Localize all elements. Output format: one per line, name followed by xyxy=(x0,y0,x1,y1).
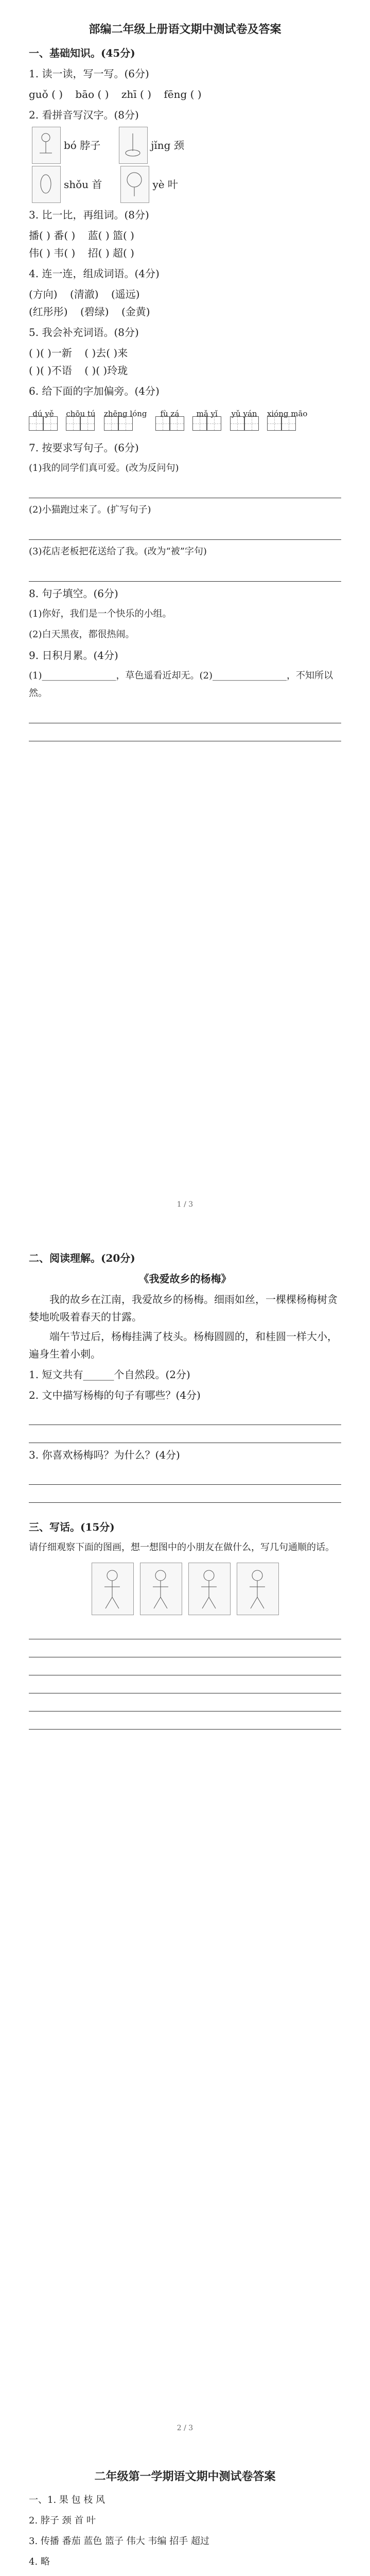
writing-grid xyxy=(104,405,147,431)
q2-item: shǒu 首 xyxy=(64,178,102,191)
q1-pinyin-item: zhī ( ) xyxy=(121,88,151,100)
q5-items xyxy=(29,344,341,362)
reading-paragraph: 我的故乡在江南，我爱故乡的杨梅。细雨如丝，一棵棵杨梅树贪婪地吮吸着春天的甘露。 xyxy=(29,1293,338,1323)
reading-question: 2. 文中描写杨梅的句子有哪些？(4分) xyxy=(29,1389,201,1401)
writing-prompt: 请仔细观察下面的图画，想一想图中的小朋友在做什么，写几句通顺的话。 xyxy=(29,1542,334,1553)
q1-pinyin-item: bāo ( ) xyxy=(75,88,109,100)
q1-pinyin-item: fēng ( ) xyxy=(164,88,202,100)
grid-pinyin: dú yě xyxy=(32,409,54,418)
q5-item: ( )( )不语 xyxy=(29,364,72,377)
page-3 xyxy=(0,2447,370,2576)
q7-item: (2)小猫跑过来了。(扩写句子) xyxy=(29,504,151,515)
question-7: 7. 按要求写句子。(6分) xyxy=(29,442,139,454)
q4-item: (碧绿) xyxy=(80,306,109,318)
writing-line[interactable] xyxy=(29,1621,341,1639)
q4-items xyxy=(29,303,341,320)
writing-grid xyxy=(29,405,58,431)
writing-line[interactable] xyxy=(29,1639,341,1657)
reading-question: 1. 短文共有______个自然段。(2分) xyxy=(29,1368,190,1381)
q3-pairs xyxy=(29,227,341,244)
q3-pair: 伟( ) 韦( ) xyxy=(29,247,76,259)
q9-text: (1)________________，草色遥看近却无。(2)________________，不知所以然。 xyxy=(29,670,333,699)
writing-line[interactable] xyxy=(29,1693,341,1711)
child-picture-icon xyxy=(188,1563,231,1615)
answer-line[interactable] xyxy=(29,1485,341,1503)
q5-item: ( )( )一新 xyxy=(29,347,72,359)
answer-line[interactable] xyxy=(29,480,341,498)
child-picture-icon xyxy=(140,1563,182,1615)
answer-line-text: 一、1. 果 包 枝 风 xyxy=(29,2495,105,2505)
reading-title: 《我爱故乡的杨梅》 xyxy=(138,1273,232,1285)
q1-pinyin-row xyxy=(29,86,341,103)
writing-grid xyxy=(230,405,259,431)
answer-line[interactable] xyxy=(29,723,341,741)
q4-item: (红彤彤) xyxy=(29,306,68,318)
q3-pair: 蓝( ) 篮( ) xyxy=(87,229,134,242)
answer-line[interactable] xyxy=(29,1407,341,1425)
section-heading-3: 三、写话。(15分) xyxy=(29,1521,115,1533)
q5-item: ( )( )玲珑 xyxy=(84,364,128,377)
question-6: 6. 给下面的字加偏旁。(4分) xyxy=(29,385,160,397)
q1-pinyin-item: guǒ ( ) xyxy=(29,88,63,100)
answer-line-text xyxy=(29,2574,341,2576)
reading-question: 3. 你喜欢杨梅吗？为什么？(4分) xyxy=(29,1449,180,1461)
writing-line[interactable] xyxy=(29,1711,341,1730)
answer-line[interactable] xyxy=(29,705,341,723)
section-heading-2: 二、阅读理解。(20分) xyxy=(29,1252,135,1264)
grid-pinyin: yǔ yán xyxy=(231,409,257,418)
exam-title: 部编二年级上册语文期中测试卷及答案 xyxy=(89,23,281,36)
q3-pair: 招( ) 超( ) xyxy=(87,247,134,259)
q4-item: (遥远) xyxy=(111,288,140,300)
tree-picture-icon xyxy=(120,166,149,203)
question-3: 3. 比一比，再组词。(8分) xyxy=(29,209,149,221)
reading-paragraph: 端午节过后，杨梅挂满了枝头。杨梅圆圆的，和桂圆一样大小，遍身生着小刺。 xyxy=(29,1330,338,1360)
answer-line-text: 2. 脖子 颈 首 叶 xyxy=(29,2515,96,2526)
q8-item: (2)白天黑夜，都很热闹。 xyxy=(29,629,135,640)
q4-items xyxy=(29,285,341,303)
grid-pinyin: zhēng lóng xyxy=(103,409,147,418)
q7-item: (1)我的同学们真可爱。(改为反问句) xyxy=(29,463,179,473)
q2-picture-row xyxy=(29,166,341,203)
leaf-picture-icon xyxy=(32,166,61,203)
answer-line-text: 3. 传播 番茄 蓝色 篮子 伟大 韦编 招手 超过 xyxy=(29,2536,209,2547)
section-heading-1: 一、基础知识。(45分) xyxy=(29,47,135,59)
question-8: 8. 句子填空。(6分) xyxy=(29,587,118,600)
q7-item: (3)花店老板把花送给了我。(改为“被”字句) xyxy=(29,546,207,557)
pinyin-grid-area xyxy=(29,403,341,436)
question-5: 5. 我会补充词语。(8分) xyxy=(29,326,139,338)
grid-pinyin: mǎ yǐ xyxy=(196,409,218,418)
writing-grid xyxy=(66,405,95,431)
deer-picture-icon xyxy=(32,127,61,164)
writing-picture-row xyxy=(29,1563,341,1615)
answer-line[interactable] xyxy=(29,1467,341,1485)
child-picture-icon xyxy=(92,1563,134,1615)
giraffe-picture-icon xyxy=(119,127,148,164)
q4-item: (方向) xyxy=(29,288,58,300)
answer-title: 二年级第一学期语文期中测试卷答案 xyxy=(94,2470,276,2483)
grid-pinyin: chōu tú xyxy=(66,409,96,418)
answer-line[interactable] xyxy=(29,564,341,582)
question-4: 4. 连一连，组成词语。(4分) xyxy=(29,267,160,280)
answer-sheet xyxy=(29,2468,341,2576)
answer-line[interactable] xyxy=(29,1425,341,1443)
page-number: 1 / 3 xyxy=(177,1200,193,1209)
question-2: 2. 看拼音写汉字。(8分) xyxy=(29,109,139,121)
writing-grid xyxy=(267,405,308,431)
q2-item: yè 叶 xyxy=(152,178,178,191)
q3-pairs xyxy=(29,244,341,262)
q4-item: (金黄) xyxy=(121,306,150,318)
q8-item: (1)你好，我们是一个快乐的小组。 xyxy=(29,608,172,619)
writing-line[interactable] xyxy=(29,1675,341,1693)
page-2 xyxy=(0,1224,370,2447)
q3-pair: 播( ) 番( ) xyxy=(29,229,76,242)
exam-sheet-2 xyxy=(29,1244,341,1730)
page-number: 2 / 3 xyxy=(177,2424,193,2432)
q5-item: ( )去( )来 xyxy=(84,347,128,359)
q2-item: jǐng 颈 xyxy=(151,139,184,151)
page-1 xyxy=(0,0,370,1224)
exam-sheet-1 xyxy=(29,21,341,741)
grid-pinyin: fù zá xyxy=(160,409,180,418)
child-picture-icon xyxy=(237,1563,279,1615)
q4-item: (清澈) xyxy=(69,288,99,300)
writing-grid xyxy=(192,405,221,431)
writing-line[interactable] xyxy=(29,1657,341,1675)
q2-item: bó 脖子 xyxy=(64,139,101,151)
question-1: 1. 读一读，写一写。(6分) xyxy=(29,67,149,80)
grid-pinyin: xióng māo xyxy=(267,409,308,418)
q2-picture-row xyxy=(29,127,341,164)
answer-line-text: 4. 略 xyxy=(29,2556,50,2567)
q5-items xyxy=(29,362,341,379)
answer-line[interactable] xyxy=(29,522,341,540)
writing-grid xyxy=(155,405,184,431)
question-9: 9. 日积月累。(4分) xyxy=(29,649,118,662)
